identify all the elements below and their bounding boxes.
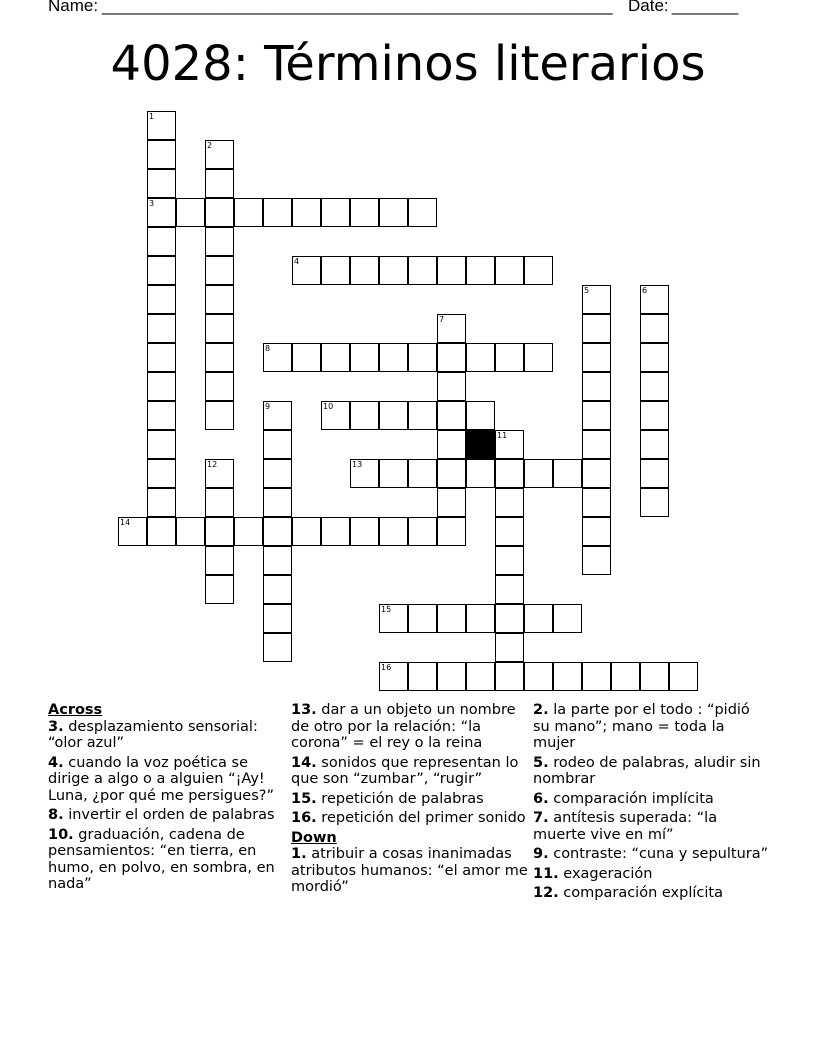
clue-item	[533, 791, 769, 808]
grid-cell[interactable]	[524, 256, 553, 285]
cell-number: 7	[439, 315, 445, 324]
grid-cell[interactable]	[408, 343, 437, 372]
clue-text: repetición del primer sonido	[321, 810, 526, 826]
grid-cell[interactable]	[640, 285, 669, 314]
cell-number: 10	[323, 402, 334, 411]
clue-number: 5.	[533, 754, 549, 771]
clue-number: 3.	[48, 718, 64, 735]
grid-cell[interactable]	[263, 343, 292, 372]
grid-cell[interactable]	[350, 256, 379, 285]
grid-cell[interactable]	[466, 459, 495, 488]
cell-number: 6	[642, 286, 648, 295]
clue-number: 12.	[533, 885, 559, 901]
grid-cell[interactable]	[437, 401, 466, 430]
grid-cell[interactable]	[582, 546, 611, 575]
clues-column-1	[48, 702, 284, 896]
grid-cell[interactable]	[640, 343, 669, 372]
grid-cell[interactable]	[640, 430, 669, 459]
clue-item	[533, 702, 769, 752]
grid-cell[interactable]	[495, 430, 524, 459]
down-heading: Down	[291, 829, 337, 846]
cell-number: 2	[207, 141, 213, 150]
grid-cell[interactable]	[495, 256, 524, 285]
cell-number: 16	[381, 663, 392, 672]
grid-cell[interactable]	[437, 488, 466, 517]
grid-cell[interactable]	[321, 401, 350, 430]
grid-cell[interactable]	[147, 517, 176, 546]
grid-cell[interactable]	[176, 517, 205, 546]
grid-cell[interactable]	[640, 314, 669, 343]
grid-cell[interactable]	[263, 633, 292, 662]
clue-number: 4.	[48, 754, 64, 771]
grid-cell[interactable]	[437, 372, 466, 401]
clue-text: atribuir a cosas inanimadas atributos humanos: “el amor me mordió”	[291, 846, 528, 895]
grid-cell[interactable]	[205, 256, 234, 285]
grid-cell[interactable]	[640, 488, 669, 517]
grid-cell[interactable]	[147, 111, 176, 140]
grid-cell[interactable]	[176, 198, 205, 227]
grid-cell[interactable]	[466, 401, 495, 430]
clue-item	[48, 719, 284, 752]
grid-cell[interactable]	[147, 198, 176, 227]
clue-number: 11.	[533, 865, 559, 882]
cell-number: 15	[381, 605, 392, 614]
grid-cell[interactable]	[524, 662, 553, 691]
clue-item	[291, 791, 531, 808]
grid-cell[interactable]	[205, 140, 234, 169]
puzzle-title: 4028: Términos literarios	[110, 36, 706, 92]
black-cell	[466, 430, 495, 459]
grid-cell[interactable]	[147, 256, 176, 285]
grid-cell[interactable]	[379, 604, 408, 633]
grid-cell[interactable]	[408, 517, 437, 546]
grid-cell[interactable]	[205, 575, 234, 604]
clue-item	[48, 755, 284, 805]
grid-cell[interactable]	[350, 343, 379, 372]
grid-cell[interactable]	[350, 198, 379, 227]
grid-cell[interactable]	[582, 488, 611, 517]
clue-item	[291, 702, 531, 752]
clue-item	[48, 827, 284, 893]
grid-cell[interactable]	[205, 488, 234, 517]
cell-number: 5	[584, 286, 590, 295]
grid-cell[interactable]	[379, 198, 408, 227]
grid-cell[interactable]	[640, 459, 669, 488]
clue-text: comparación implícita	[553, 790, 714, 807]
grid-cell[interactable]	[408, 256, 437, 285]
clue-text: graduación, cadena de pensamientos: “en tierra, en humo, en polvo, en sombra, en nada”	[48, 826, 275, 892]
grid-cell[interactable]	[495, 459, 524, 488]
grid-cell[interactable]	[408, 401, 437, 430]
grid-cell[interactable]	[205, 198, 234, 227]
clue-number: 2.	[533, 702, 549, 718]
grid-cell[interactable]	[263, 575, 292, 604]
grid-cell[interactable]	[350, 401, 379, 430]
grid-cell[interactable]	[147, 227, 176, 256]
grid-cell[interactable]	[205, 314, 234, 343]
date-label: Date:	[628, 0, 669, 15]
grid-cell[interactable]	[263, 401, 292, 430]
grid-cell[interactable]	[379, 401, 408, 430]
clue-text: antítesis superada: “la muerte vive en mí”	[533, 810, 718, 843]
clue-number: 9.	[533, 846, 549, 862]
grid-cell[interactable]	[321, 343, 350, 372]
clue-item	[291, 846, 531, 896]
grid-cell[interactable]	[147, 459, 176, 488]
grid-cell[interactable]	[582, 372, 611, 401]
clue-item	[533, 885, 769, 902]
clue-text: repetición de palabras	[321, 790, 484, 807]
grid-cell[interactable]	[640, 372, 669, 401]
grid-cell[interactable]	[147, 430, 176, 459]
clue-number: 7.	[533, 810, 549, 826]
grid-cell[interactable]	[466, 256, 495, 285]
date-blank[interactable]: _______	[672, 0, 739, 15]
grid-cell[interactable]	[437, 662, 466, 691]
clue-item	[533, 846, 769, 863]
grid-cell[interactable]	[582, 459, 611, 488]
clue-text: la parte por el todo : “pidió su mano”; mano = toda la mujer	[533, 702, 750, 751]
clue-number: 10.	[48, 826, 74, 843]
grid-cell[interactable]	[379, 459, 408, 488]
grid-cell[interactable]	[495, 488, 524, 517]
cell-number: 13	[352, 460, 363, 469]
cell-number: 8	[265, 344, 271, 353]
grid-cell[interactable]	[205, 169, 234, 198]
grid-cell[interactable]	[147, 285, 176, 314]
grid-cell[interactable]	[582, 401, 611, 430]
clue-number: 8.	[48, 807, 64, 823]
clue-item	[533, 866, 769, 883]
grid-cell[interactable]	[263, 459, 292, 488]
grid-cell[interactable]	[466, 604, 495, 633]
cell-number: 1	[149, 112, 155, 121]
clue-item	[533, 810, 769, 843]
clue-text: contraste: “cuna y sepultura”	[553, 846, 769, 862]
name-label: Name:	[48, 0, 99, 15]
grid-cell[interactable]	[582, 662, 611, 691]
grid-cell[interactable]	[640, 401, 669, 430]
grid-cell[interactable]	[408, 459, 437, 488]
grid-cell[interactable]	[495, 604, 524, 633]
grid-cell[interactable]	[205, 517, 234, 546]
grid-cell[interactable]	[553, 662, 582, 691]
clue-number: 1.	[291, 846, 307, 862]
grid-cell[interactable]	[263, 488, 292, 517]
clue-text: exageración	[563, 865, 653, 882]
grid-cell[interactable]	[205, 343, 234, 372]
grid-cell[interactable]	[582, 285, 611, 314]
grid-cell[interactable]	[495, 575, 524, 604]
clue-text: rodeo de palabras, aludir sin nombrar	[533, 754, 761, 787]
grid-cell[interactable]	[553, 459, 582, 488]
grid-cell[interactable]	[437, 604, 466, 633]
grid-cell[interactable]	[379, 517, 408, 546]
grid-cell[interactable]	[147, 140, 176, 169]
clue-number: 6.	[533, 790, 549, 807]
grid-cell[interactable]	[379, 256, 408, 285]
grid-cell[interactable]	[205, 372, 234, 401]
clue-item	[48, 807, 284, 824]
grid-cell[interactable]	[379, 343, 408, 372]
grid-cell[interactable]	[437, 343, 466, 372]
grid-cell[interactable]	[582, 343, 611, 372]
name-blank[interactable]: ______________________________________________________	[102, 0, 613, 15]
clue-number: 14.	[291, 754, 317, 771]
grid-cell[interactable]	[495, 633, 524, 662]
grid-cell[interactable]	[495, 546, 524, 575]
grid-cell[interactable]	[205, 459, 234, 488]
grid-cell[interactable]	[263, 604, 292, 633]
clue-number: 13.	[291, 702, 317, 718]
grid-cell[interactable]	[408, 198, 437, 227]
grid-cell[interactable]	[582, 314, 611, 343]
grid-cell[interactable]	[263, 198, 292, 227]
grid-cell[interactable]	[263, 546, 292, 575]
grid-cell[interactable]	[292, 198, 321, 227]
grid-cell[interactable]	[495, 517, 524, 546]
grid-cell[interactable]	[321, 517, 350, 546]
grid-cell[interactable]	[437, 459, 466, 488]
cell-number: 3	[149, 199, 155, 208]
clue-item	[291, 755, 531, 788]
grid-cell[interactable]	[147, 314, 176, 343]
clue-number: 16.	[291, 810, 317, 826]
grid-cell[interactable]	[640, 662, 669, 691]
grid-cell[interactable]	[495, 343, 524, 372]
clue-text: dar a un objeto un nombre de otro por la relación: “la corona” = el rey o la reina	[291, 702, 516, 751]
grid-cell[interactable]	[437, 314, 466, 343]
grid-cell[interactable]	[437, 430, 466, 459]
grid-cell[interactable]	[582, 517, 611, 546]
clue-text: cuando la voz poética se dirige a algo o a alguien “¡Ay! Luna, ¿por qué me persigues?”	[48, 754, 274, 804]
grid-cell[interactable]	[147, 343, 176, 372]
grid-cell[interactable]	[234, 517, 263, 546]
grid-cell[interactable]	[321, 198, 350, 227]
cell-number: 4	[294, 257, 300, 266]
cell-number: 14	[120, 518, 131, 527]
clue-item	[533, 755, 769, 788]
grid-cell[interactable]	[321, 256, 350, 285]
cell-number: 11	[497, 431, 508, 440]
cell-number: 12	[207, 460, 218, 469]
grid-cell[interactable]	[118, 517, 147, 546]
grid-cell[interactable]	[350, 517, 379, 546]
across-heading: Across	[48, 702, 103, 718]
grid-cell[interactable]	[437, 517, 466, 546]
grid-cell[interactable]	[611, 662, 640, 691]
grid-cell[interactable]	[147, 401, 176, 430]
clues-column-3	[533, 702, 769, 905]
grid-cell[interactable]	[437, 256, 466, 285]
grid-cell[interactable]	[292, 517, 321, 546]
grid-cell[interactable]	[582, 430, 611, 459]
grid-cell[interactable]	[263, 430, 292, 459]
grid-cell[interactable]	[205, 401, 234, 430]
grid-cell[interactable]	[205, 546, 234, 575]
grid-cell[interactable]	[408, 662, 437, 691]
clue-text: sonidos que representan lo que son “zumbar”, “rugir”	[291, 754, 519, 787]
grid-cell[interactable]	[495, 662, 524, 691]
grid-cell[interactable]	[379, 662, 408, 691]
grid-cell[interactable]	[234, 198, 263, 227]
clue-number: 15.	[291, 790, 317, 807]
clue-text: comparación explícita	[563, 885, 723, 901]
grid-cell[interactable]	[350, 459, 379, 488]
grid-cell[interactable]	[466, 662, 495, 691]
grid-cell[interactable]	[263, 517, 292, 546]
grid-cell[interactable]	[292, 343, 321, 372]
grid-cell[interactable]	[553, 604, 582, 633]
grid-cell[interactable]	[408, 604, 437, 633]
grid-cell[interactable]	[147, 372, 176, 401]
cell-number: 9	[265, 402, 271, 411]
clue-item	[291, 810, 531, 827]
grid-cell[interactable]	[524, 459, 553, 488]
clue-text: invertir el orden de palabras	[68, 807, 275, 823]
grid-cell[interactable]	[205, 285, 234, 314]
grid-cell[interactable]	[147, 169, 176, 198]
grid-cell[interactable]	[147, 488, 176, 517]
clues-column-2	[291, 702, 531, 899]
grid-cell[interactable]	[292, 256, 321, 285]
grid-cell[interactable]	[205, 227, 234, 256]
grid-cell[interactable]	[524, 343, 553, 372]
grid-cell[interactable]	[524, 604, 553, 633]
grid-cell[interactable]	[466, 343, 495, 372]
grid-cell[interactable]	[669, 662, 698, 691]
clue-text: desplazamiento sensorial: “olor azul”	[48, 718, 258, 751]
